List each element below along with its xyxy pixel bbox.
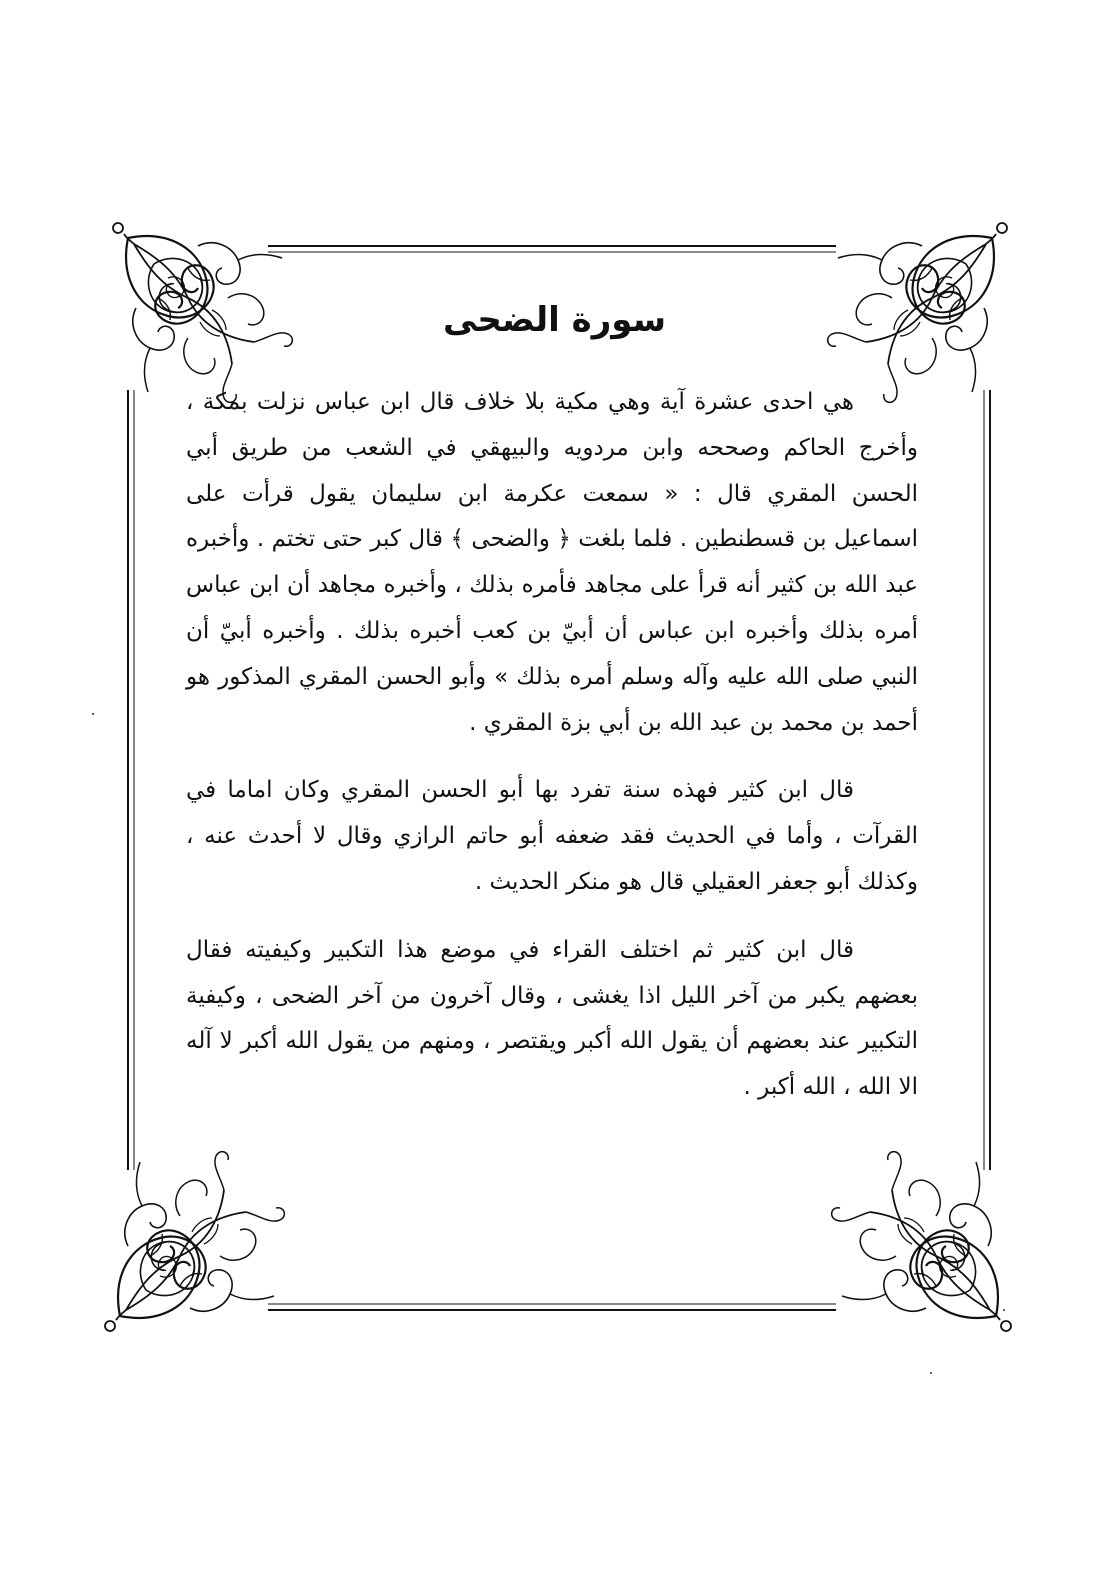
scan-speck xyxy=(930,1372,932,1374)
corner-ornament-bottom-right xyxy=(832,1152,1011,1331)
paragraph-2: قال ابن كثير فهذه سنة تفرد بها أبو الحسن المقري وكان اماما في القرآت ، وأما في الحديث فقد ضعفه أبو حاتم الرازي وقال لا أحدث عنه ، وكذلك أبو جعفر العقيلي قال هو منكر الحديث . xyxy=(186,777,918,895)
paragraph-1: هي احدى عشرة آية وهي مكية بلا خلاف قال ابن عباس نزلت بمكة ، وأخرج الحاكم وصححه وابن مردويه والبيهقي في الشعب من طريق أبي الحسن المقري قال : « سمعت عكرمة ابن سليمان يقول قرأت على اسماعيل بن قسطنطين . فلما بلغت ﴿ والضحى ﴾ قال كبر حتى تختم . وأخبره عبد الله بن كثير أنه قرأ على مجاهد فأمره بذلك ، وأخبره مجاهد أن ابن عباس أمره بذلك وأخبره ابن عباس أن أبيّ بن كعب أخبره بذلك . وأخبره أبيّ أن النبي صلى الله عليه وآله وسلم أمره بذلك » وأبو الحسن المقري المذكور هو أحمد بن محمد بن عبد الله بن أبي بزة المقري . xyxy=(186,389,918,736)
paragraph-3: قال ابن كثير ثم اختلف القراء في موضع هذا التكبير وكيفيته فقال بعضهم يكبر من آخر الليل اذا يغشى ، وقال آخرون من آخر الضحى ، وكيفية التكبير عند بعضهم أن يقول الله أكبر ويقتصر ، ومنهم من يقول الله أكبر لا آله الا الله ، الله أكبر . xyxy=(186,936,918,1101)
page-title: سورة الضحى xyxy=(442,300,667,340)
scan-speck xyxy=(92,713,94,715)
corner-ornament-bottom-left xyxy=(105,1152,284,1331)
scan-speck xyxy=(1003,1309,1005,1311)
page-body xyxy=(186,380,918,1133)
